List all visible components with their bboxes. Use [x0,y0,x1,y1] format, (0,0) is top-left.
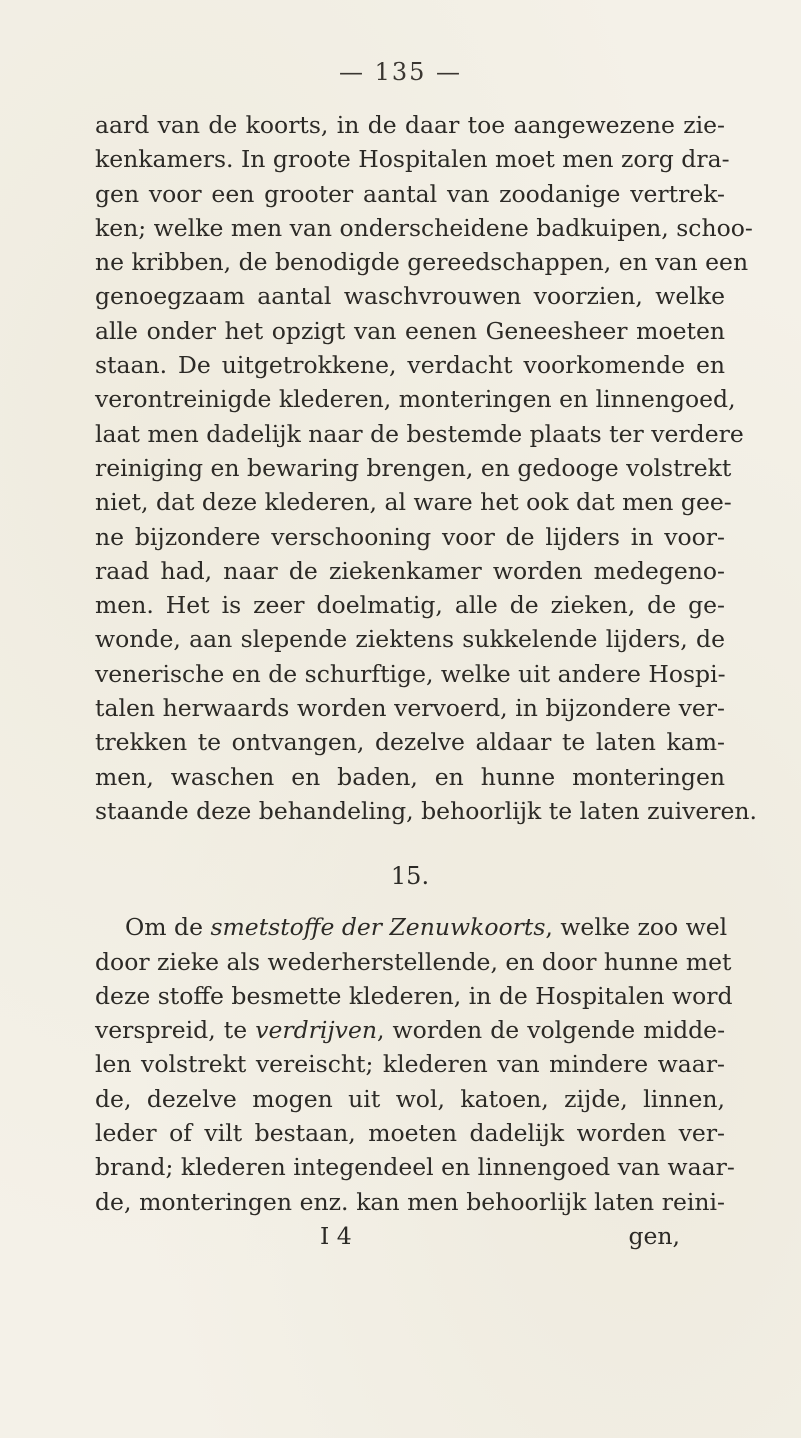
text-line: gen voor een grooter aantal van zoodanige vertrek- [95,179,725,208]
text-line: deze stoffe besmette klederen, in de Hospitalen word [95,981,733,1010]
text-line: wonde, aan slepende ziektens sukkelende lijders, de [95,625,725,654]
text-run: verspreid, te [95,1016,256,1045]
text-line [95,910,728,944]
paragraph-1 [95,108,758,828]
text-run: , worden de volgende midde- [377,1016,726,1045]
text-line: aard van de koorts, in de daar toe aangewezene zie- [95,111,725,139]
italic-term: verdrijven [255,1016,378,1045]
catchword: gen, [628,1221,680,1250]
text-line: staan. De uitgetrokkene, verdacht voorkomende en [95,351,725,380]
section-number: 15. [390,862,430,891]
text-line: men, waschen en baden, en hunne monteringen [95,762,725,791]
text-line: verontreinigde klederen, monteringen en linnengoed, [95,385,736,414]
text-line: venerische en de schurftige, welke uit andere Hospi- [95,659,726,688]
body-text [95,108,758,1253]
text-line: alle onder het opzigt van eenen Geneesheer moeten [95,316,725,345]
text-line: talen herwaards worden vervoerd, in bijzondere ver- [95,694,725,723]
text-line [95,1013,725,1047]
text-line: niet, dat deze klederen, al ware het ook dat men gee- [95,488,732,517]
text-line: len volstrekt vereischt; klederen van mindere waar- [95,1050,725,1079]
text-line: ne kribben, de benodigde gereedschappen, en van een [95,248,749,277]
text-line: leder of vilt bestaan, moeten dadelijk worden ver- [95,1119,725,1148]
text-line: de, monteringen enz. kan men behoorlijk laten reini- [95,1187,725,1216]
text-line: laat men dadelijk naar de bestemde plaats ter verdere [95,419,744,448]
page-footer [95,1219,725,1253]
italic-term: smetstoffe der Zenuwkoorts [210,913,546,942]
text-line: door zieke als wederherstellende, en door hunne met [95,947,732,976]
text-line: men. Het is zeer doelmatig, alle de zieken, de ge- [95,591,725,620]
text-run: , welke zoo wel [545,913,728,942]
text-line: ken; welke men van onderscheidene badkuipen, schoo- [95,213,753,242]
text-line: raad had, naar de ziekenkamer worden medegeno- [95,556,725,585]
text-line: genoegzaam aantal waschvrouwen voorzien, welke [95,282,725,311]
text-line: reiniging en bewaring brengen, en gedooge volstrekt [95,453,732,482]
text-run: Om de [125,913,211,942]
page-number-header: — 135 — [338,58,463,86]
text-line: staande deze behandeling, behoorlijk te laten zuiveren. [95,796,758,825]
text-line: trekken te ontvangen, dezelve aldaar te laten kam- [95,728,725,757]
signature-mark: I 4 [320,1221,352,1250]
text-line: de, dezelve mogen uit wol, katoen, zijde, linnen, [95,1084,725,1113]
text-line: kenkamers. In groote Hospitalen moet men zorg dra- [95,145,730,174]
text-line: ne bijzondere verschooning voor de lijders in voor- [95,522,725,551]
text-line: brand; klederen integendeel en linnengoed van waar- [95,1153,735,1182]
paragraph-2 [95,910,735,1219]
